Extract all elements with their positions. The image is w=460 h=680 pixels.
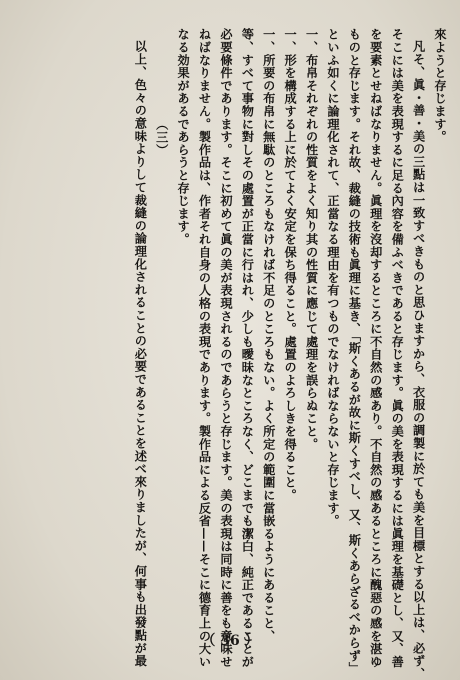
text-column: を要素とせねばなりません。眞理を沒却するところに不自然の感あり。不自然の感あるところに醜惡の感を湛ゆ bbox=[368, 28, 383, 668]
section-heading: （三） bbox=[154, 118, 169, 157]
text-column: 來ようと存じます。 bbox=[433, 28, 447, 144]
text-column: ものと存じます。それ故、裁縫の技術も眞理に基き、「斯くあるが故に斯くすべし、又、斯くあらざるべからず」 bbox=[347, 28, 362, 675]
text-column: 以上、色々の意味よりして裁縫の論理化されることの必要であることを述べ來りましたが、何事も出發點が最 bbox=[133, 40, 148, 668]
text-column: といふ如くに論理化されて、正當なる理由を有つものでなければならないと存じます。 bbox=[325, 28, 340, 528]
text-column: 等、すべて事物に對しその處置が正當に行はれ、少しも曖昧なところなく、どこまでも潔白、純正であることが bbox=[240, 28, 255, 668]
text-column: 必要條件であります。そこに初めて眞の美が表現されるのであらうと存じます。美の表現は同時に善をも意味せ bbox=[218, 28, 233, 668]
list-item: 一、所要の布帛に無駄のところもなければ不足のところもない。よく所定の範圍に當嵌るようにあること、 bbox=[261, 28, 276, 643]
text-column: そこには美を表現するに足る內容を備ふべきであると存じます。眞の美を表現するには眞理を基礎とし、又、善 bbox=[390, 28, 405, 668]
text-column: 凡そ、眞・善・美の三點は一致すべきものと思ひますから、衣服の調製に於ても美を目標とする以上は、必ず、 bbox=[411, 40, 426, 680]
text-column: なる効果があるであらうと存じます。 bbox=[176, 28, 191, 246]
list-item: 一、布帛それぞれの性質をよく知り其の性質に應じて處理を誤らぬこと。 bbox=[304, 28, 319, 451]
list-item: 一、形を構成する上に於てよく安定を保ち得ること。處置のよろしきを得ること。 bbox=[283, 28, 298, 502]
text-column: ねばなりません。製作品は、作者それ自身の人格の表現であります。製作品による反省——そこに德育上の大い bbox=[197, 28, 212, 668]
page-number: （ 36 ） bbox=[201, 633, 259, 649]
